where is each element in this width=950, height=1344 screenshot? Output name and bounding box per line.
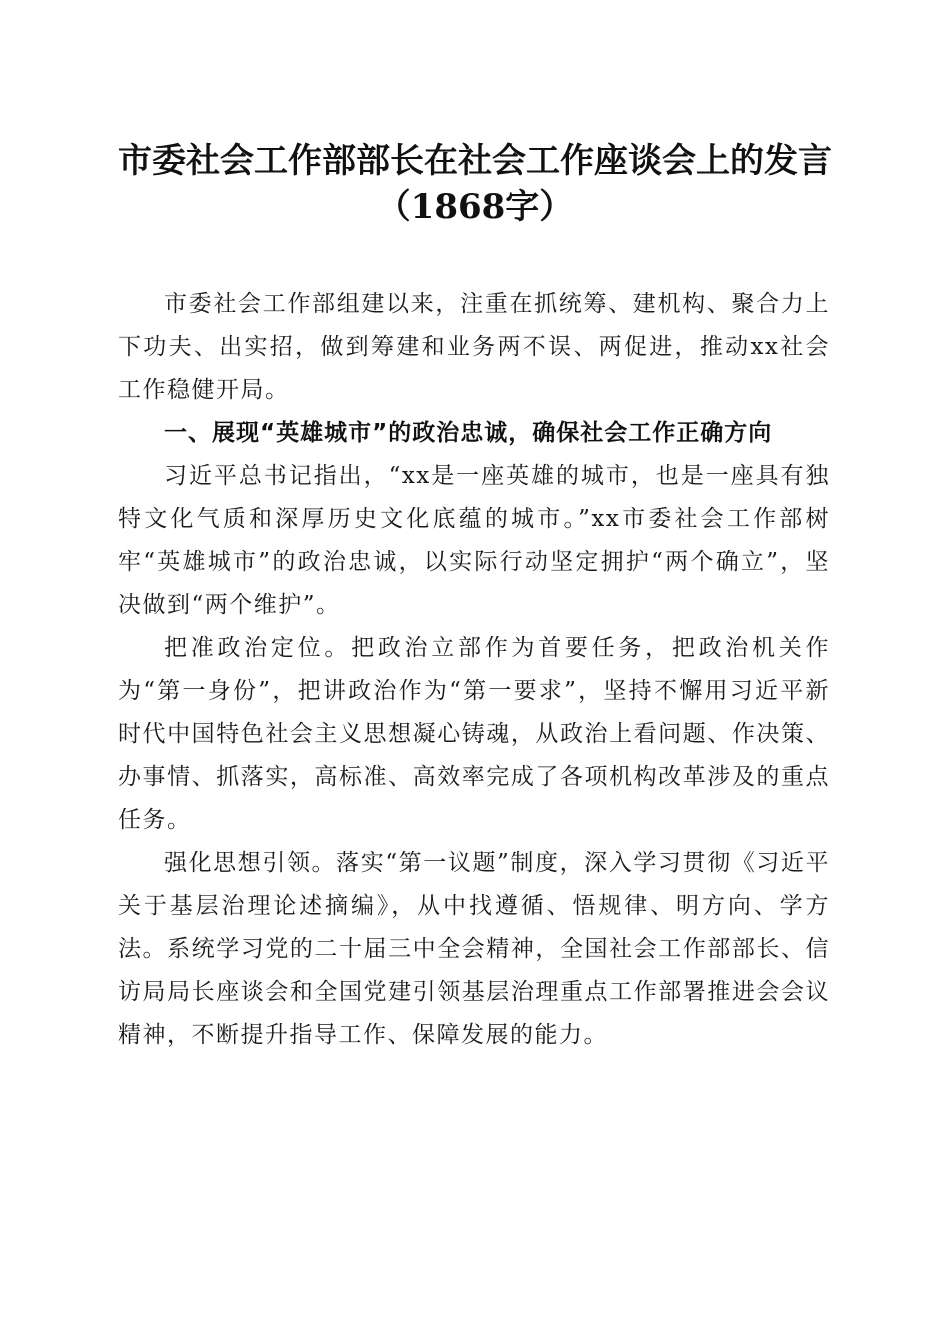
body-paragraph: 把准政治定位。把政治立部作为首要任务，把政治机关作为“第一身份”，把讲政治作为“第一要求”，坚持不懈用习近平新时代中国特色社会主义思想凝心铸魂，从政治上看问题、作决策、办事情、抓落实，高标准、高效率完成了各项机构改革涉及的重点任务。 xyxy=(118,635,830,833)
body-paragraph: 强化思想引领。落实“第一议题”制度，深入学习贯彻《习近平关于基层治理论述摘编》，从中找遵循、悟规律、明方向、学方法。系统学习党的二十届三中全会精神，全国社会工作部部长、信访局局长座谈会和全国党建引领基层治理重点工作部署推进会会议精神，不断提升指导工作、保障发展的能力。 xyxy=(118,850,830,1048)
intro-paragraph: 市委社会工作部组建以来，注重在抓统筹、建机构、聚合力上下功夫、出实招，做到筹建和业务两不误、两促进，推动xx社会工作稳健开局。 xyxy=(118,291,830,403)
document-body xyxy=(118,283,830,1057)
section-heading: 一、展现“英雄城市”的政治忠诚，确保社会工作正确方向 xyxy=(164,420,773,446)
body-paragraph: 习近平总书记指出，“xx是一座英雄的城市，也是一座具有独特文化气质和深厚历史文化底蕴的城市。”xx市委社会工作部树牢“英雄城市”的政治忠诚，以实际行动坚定拥护“两个确立”，坚决做到“两个维护”。 xyxy=(118,463,830,618)
document-title: 市委社会工作部部长在社会工作座谈会上的发言（1868字） xyxy=(118,141,832,227)
